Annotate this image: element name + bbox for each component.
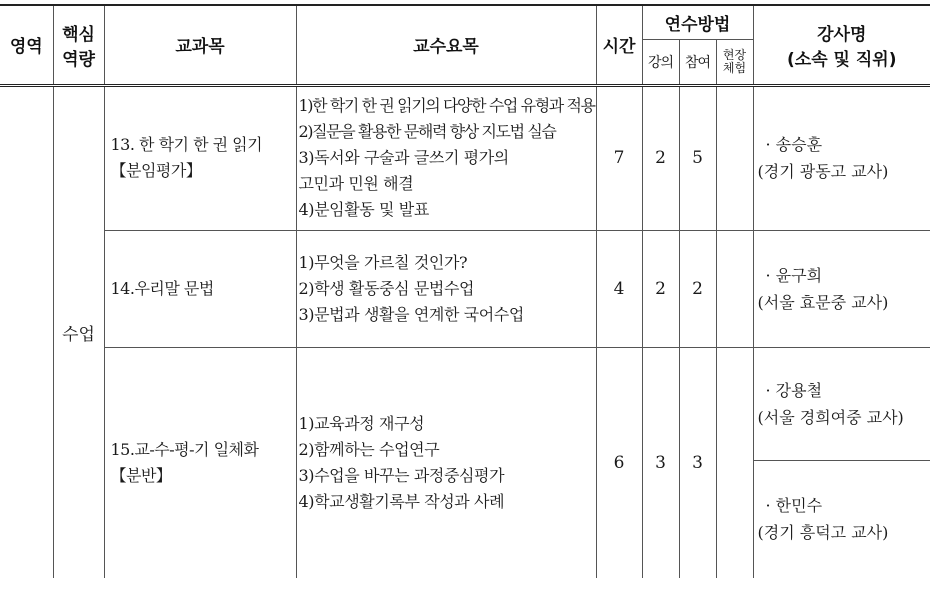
field-cell (716, 230, 753, 347)
hours-cell: 4 (596, 230, 642, 347)
instructor-affiliation: (서울 경희여중 교사) (757, 407, 904, 427)
header-area: 영역 (0, 5, 53, 85)
content-line: 2)학생 활동중심 문법수업 (298, 278, 475, 298)
content-line: 1)한 학기 한 권 읽기의 다양한 수업 유형과 적용 (298, 96, 595, 115)
participation-cell: 3 (679, 347, 716, 578)
table-row (0, 85, 930, 230)
header-method: 연수방법 (642, 5, 753, 39)
content-line: 2)질문을 활용한 문해력 향상 지도법 실습 (298, 122, 556, 141)
curriculum-table (0, 4, 930, 578)
table-row (0, 347, 930, 460)
instructor-name: · 송승훈 (765, 135, 823, 154)
content-line: 1)무엇을 가르칠 것인가? (298, 252, 468, 272)
subject-line2: 【분반】 (110, 465, 172, 485)
competency-cell: 수업 (53, 85, 104, 578)
content-line: 3)독서와 구술과 글쓰기 평가의 (298, 148, 509, 167)
content-line: 4)분임활동 및 발표 (298, 200, 429, 219)
instructor-cell (753, 460, 930, 578)
content-cell (296, 230, 596, 347)
content-line: 3)수업을 바꾸는 과정중심평가 (298, 465, 505, 485)
subject-cell (104, 347, 296, 578)
hours-cell: 6 (596, 347, 642, 578)
content-line: 1)교육과정 재구성 (298, 413, 425, 433)
lecture-cell: 2 (642, 230, 679, 347)
subject-line1: 13. 한 학기 한 권 읽기 (110, 135, 263, 154)
area-cell (0, 85, 53, 578)
header-instructor-line2: (소속 및 직위) (787, 49, 897, 70)
subject-cell (104, 85, 296, 230)
header-row-1 (0, 5, 930, 39)
header-instructor (753, 5, 930, 85)
header-hours: 시간 (596, 5, 642, 85)
participation-cell: 2 (679, 230, 716, 347)
subject-line1: 14.우리말 문법 (110, 278, 214, 298)
instructor-affiliation: (경기 광동고 교사) (757, 162, 889, 181)
header-field-line1: 현장 (722, 47, 747, 62)
instructor-affiliation: (경기 흥덕고 교사) (757, 523, 889, 543)
subject-line1: 15.교-수-평-기 일체화 (110, 439, 259, 459)
subject-cell (104, 230, 296, 347)
instructor-affiliation: (서울 효문중 교사) (757, 292, 889, 312)
content-line: 3)문법과 생활을 연계한 국어수업 (298, 304, 524, 324)
content-line: 2)함께하는 수업연구 (298, 439, 440, 459)
content-cell (296, 85, 596, 230)
instructor-cell (753, 85, 930, 230)
header-instructor-line1: 강사명 (817, 24, 867, 45)
table-row (0, 230, 930, 347)
field-cell (716, 85, 753, 230)
header-competency-line2: 역량 (62, 49, 95, 70)
header-lecture: 강의 (642, 39, 679, 85)
instructor-name: · 강용철 (765, 380, 823, 400)
subject-line2: 【분임평가】 (110, 161, 202, 180)
header-participation: 참여 (679, 39, 716, 85)
instructor-cell (753, 230, 930, 347)
header-field (716, 39, 753, 85)
lecture-cell: 2 (642, 85, 679, 230)
content-line: 4)학교생활기록부 작성과 사례 (298, 491, 505, 511)
content-line: 고민과 민원 해결 (298, 174, 414, 193)
instructor-name: · 한민수 (765, 496, 823, 516)
header-content: 교수요목 (296, 5, 596, 85)
hours-cell: 7 (596, 85, 642, 230)
content-cell (296, 347, 596, 578)
header-subject: 교과목 (104, 5, 296, 85)
instructor-name: · 윤구희 (765, 265, 823, 285)
instructor-cell (753, 347, 930, 460)
header-competency-line1: 핵심 (62, 24, 95, 45)
field-cell (716, 347, 753, 578)
lecture-cell: 3 (642, 347, 679, 578)
header-field-line2: 체험 (722, 60, 747, 75)
header-competency (53, 5, 104, 85)
participation-cell: 5 (679, 85, 716, 230)
